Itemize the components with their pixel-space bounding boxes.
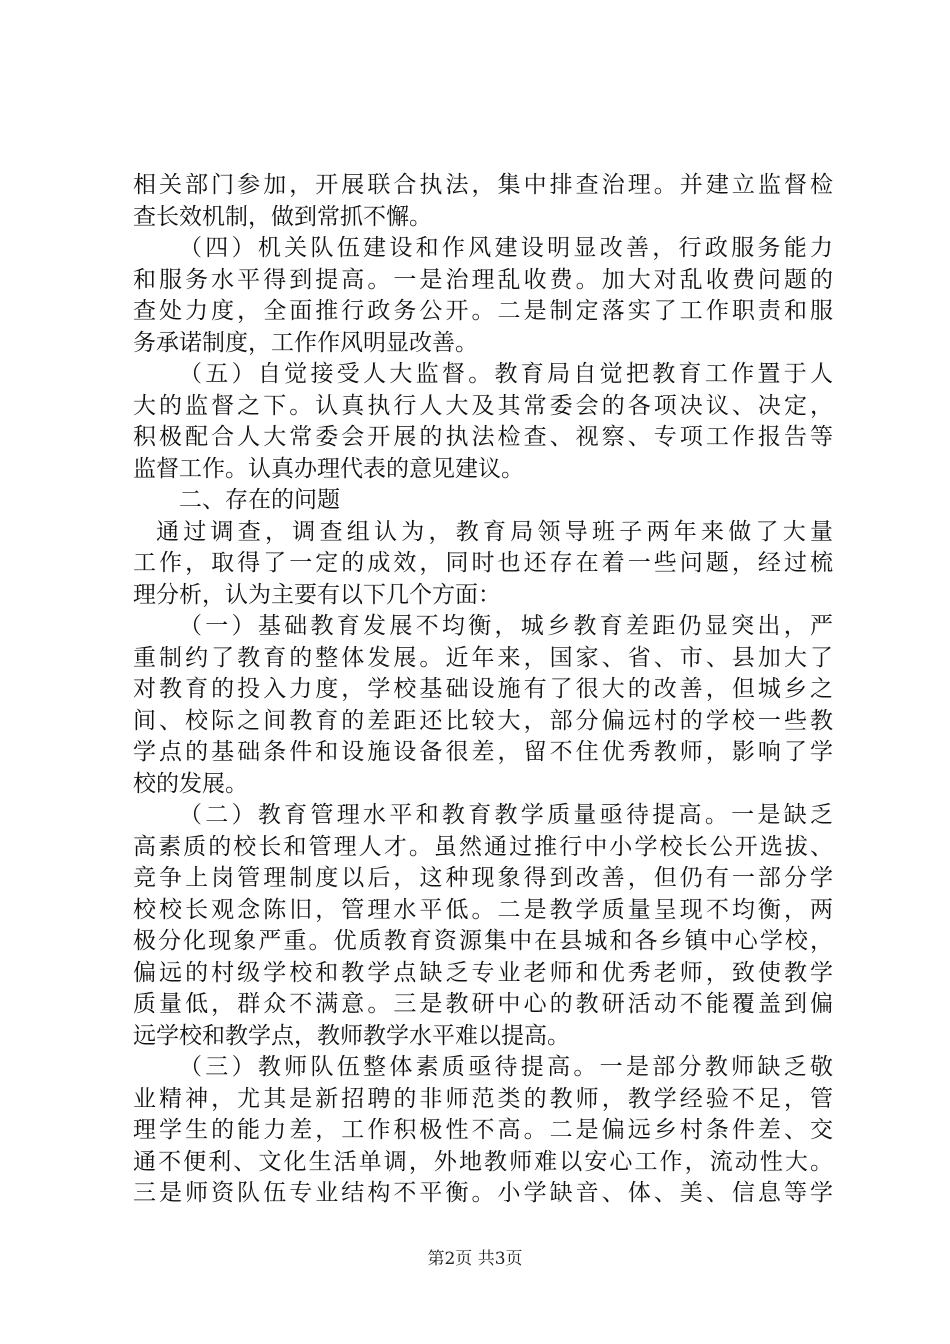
text-line: 校的发展。: [133, 770, 248, 797]
text-line: 理分析，认为主要有以下几个方面：: [133, 581, 501, 608]
text-line: 通不便利、文化生活单调，外地教师难以安心工作，流动性大。: [133, 1148, 833, 1175]
text-line: 大的监督之下。认真执行人大及其常委会的各项决议、决定，: [133, 392, 833, 419]
text-line: 偏远的村级学校和教学点缺乏专业老师和优秀老师，致使教学: [133, 959, 833, 986]
text-line: 竞争上岗管理制度以后，这种现象得到改善，但仍有一部分学: [133, 865, 833, 891]
page-number-footer: 第2页 共3页: [427, 1249, 523, 1269]
text-line: 重制约了教育的整体发展。近年来，国家、省、市、县加大了: [133, 644, 833, 671]
text-line: 积极配合人大常委会开展的执法检查、视察、专项工作报告等: [133, 424, 833, 450]
text-line: 理学生的能力差，工作积极性不高。二是偏远乡村条件差、交: [133, 1117, 833, 1143]
text-line: 和服务水平得到提高。一是治理乱收费。加大对乱收费问题的: [133, 266, 833, 293]
paragraph-start: 通过调查，调查组认为，教育局领导班子两年来做了大量: [156, 518, 833, 545]
text-line: 查处力度，全面推行政务公开。二是制定落实了工作职责和服: [133, 298, 833, 324]
paragraph-start: （四）机关队伍建设和作风建设明显改善，行政服务能力: [179, 235, 833, 261]
text-line: 工作，取得了一定的成效，同时也还存在着一些问题，经过梳: [133, 550, 833, 576]
text-line: 查长效机制，做到常抓不懈。: [133, 203, 432, 230]
text-line: 学点的基础条件和设施设备很差，留不住优秀教师，影响了学: [133, 739, 833, 765]
text-line: 极分化现象严重。优质教育资源集中在县城和各乡镇中心学校，: [133, 928, 833, 954]
text-line: 高素质的校长和管理人才。虽然通过推行中小学校长公开选拔、: [133, 833, 833, 860]
section-heading: 二、存在的问题: [179, 487, 340, 513]
document-body: [133, 170, 833, 1210]
text-line: 三是师资队伍专业结构不平衡。小学缺音、体、美、信息等学: [133, 1180, 833, 1206]
text-line: 远学校和教学点，教师教学水平难以提高。: [133, 1022, 570, 1049]
paragraph-start: （五）自觉接受人大监督。教育局自觉把教育工作置于人: [179, 361, 833, 387]
paragraph-start: （二）教育管理水平和教育教学质量亟待提高。一是缺乏: [179, 802, 833, 828]
text-line: 务承诺制度，工作作风明显改善。: [133, 329, 478, 356]
text-line: 间、校际之间教育的差距还比较大，部分偏远村的学校一些教: [133, 707, 833, 734]
text-line: 相关部门参加，开展联合执法，集中排查治理。并建立监督检: [133, 172, 833, 198]
paragraph-start: （三）教师队伍整体素质亟待提高。一是部分教师缺乏敬: [179, 1054, 833, 1080]
text-line: 校校长观念陈旧，管理水平低。二是教学质量呈现不均衡，两: [133, 896, 833, 923]
text-line: 业精神，尤其是新招聘的非师范类的教师，教学经验不足，管: [133, 1085, 833, 1112]
text-line: 监督工作。认真办理代表的意见建议。: [133, 455, 524, 482]
text-line: 对教育的投入力度，学校基础设施有了很大的改善，但城乡之: [133, 676, 833, 702]
paragraph-start: （一）基础教育发展不均衡，城乡教育差距仍显突出，严: [179, 613, 833, 639]
text-line: 质量低，群众不满意。三是教研中心的教研活动不能覆盖到偏: [133, 991, 833, 1017]
